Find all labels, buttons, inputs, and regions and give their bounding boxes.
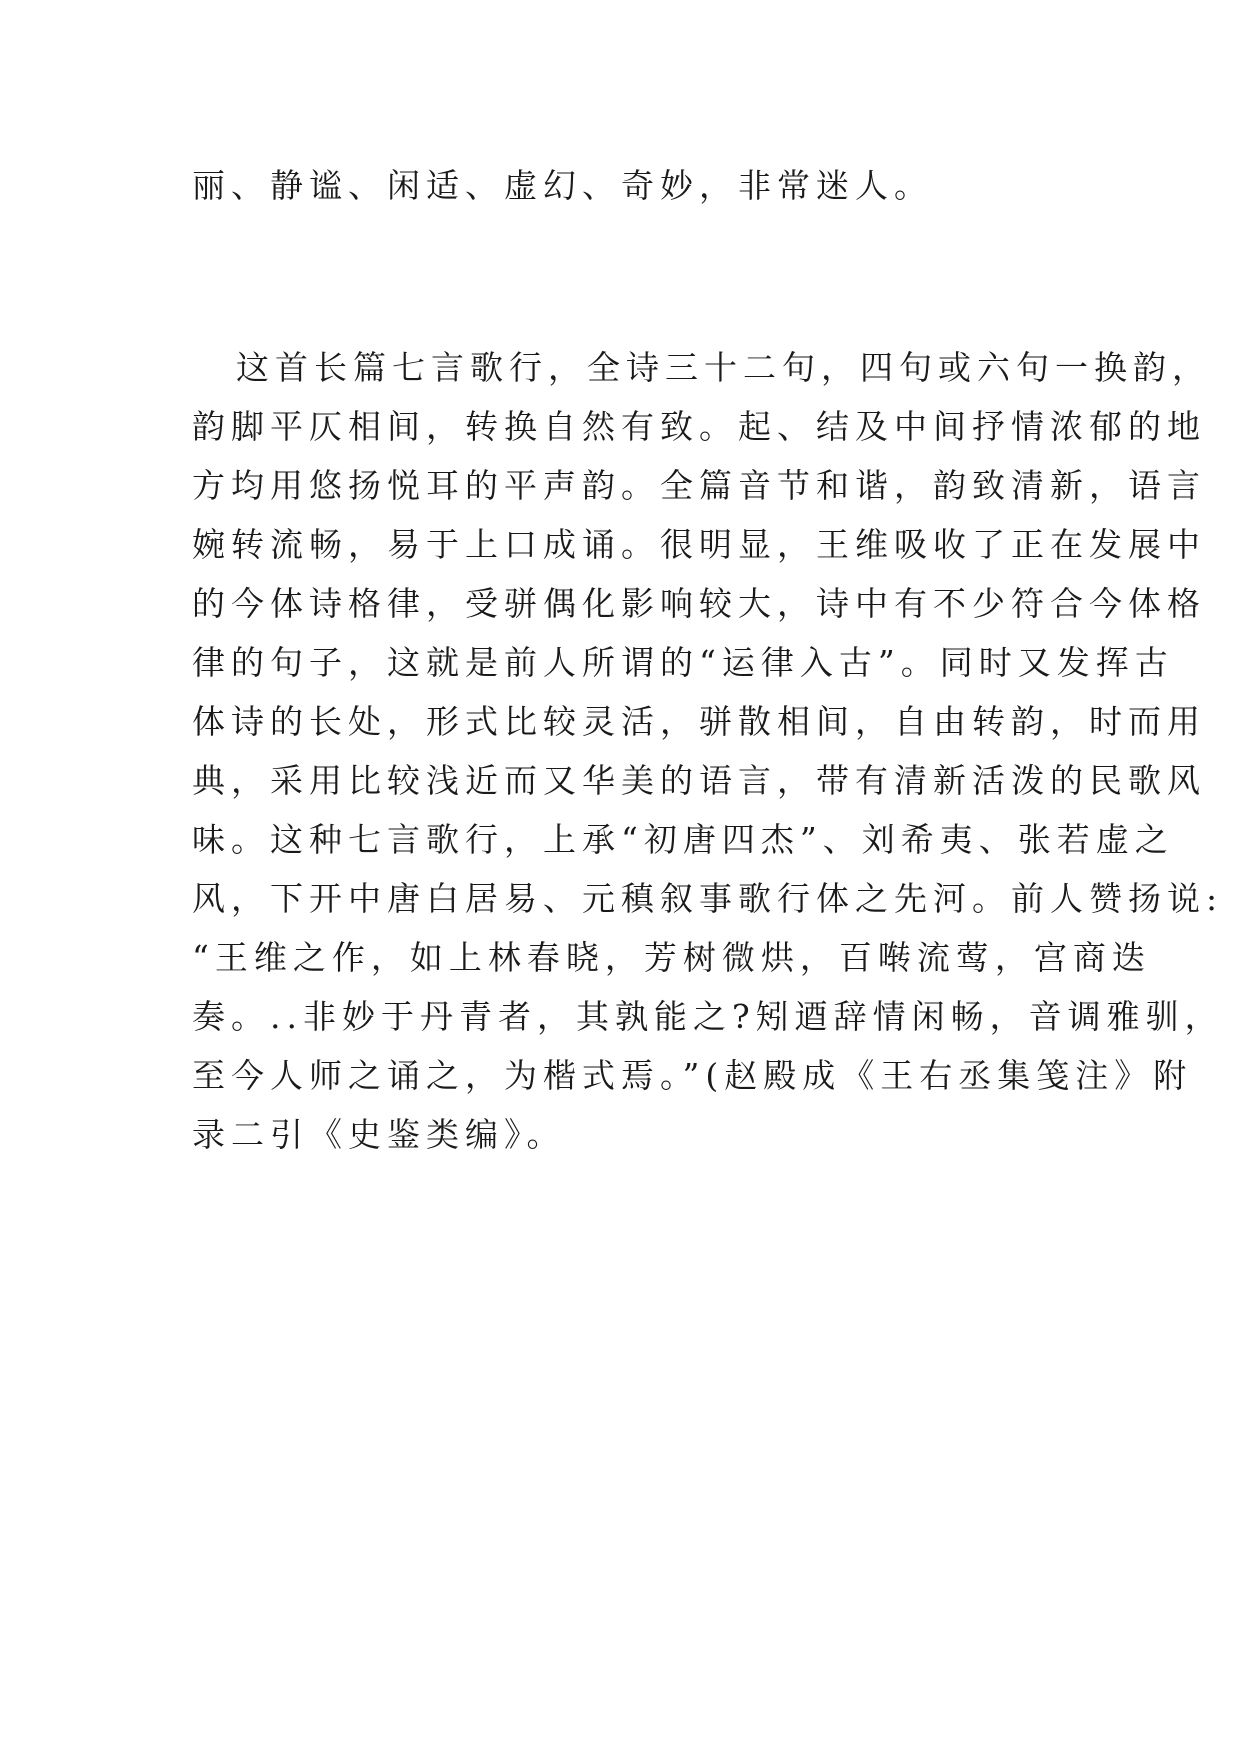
paragraph-2-line-4: 婉转流畅，易于上口成诵。很明显，王维吸收了正在发展中 [192, 525, 1206, 564]
paragraph-2-line-14: 录二引《史鉴类编》。 [192, 1115, 566, 1154]
paragraph-2-line-9: 味。这种七言歌行，上承“初唐四杰”、刘希夷、张若虚之 [192, 820, 1174, 859]
paragraph-2-line-7: 体诗的长处，形式比较灵活，骈散相间，自由转韵，时而用 [192, 702, 1206, 741]
paragraph-2-line-11: “王维之作，如上林春晓，芳树微烘，百啭流莺，宫商迭 [192, 938, 1151, 977]
paragraph-1-line-1: 丽、静谧、闲适、虚幻、奇妙，非常迷人。 [192, 166, 933, 205]
paragraph-2-line-2: 韵脚平仄相间，转换自然有致。起、结及中间抒情浓郁的地 [192, 407, 1206, 446]
paragraph-2-line-13: 至今人师之诵之，为楷式焉。”(赵殿成《王右丞集笺注》附 [192, 1056, 1193, 1095]
paragraph-2-line-8: 典，采用比较浅近而又华美的语言，带有清新活泼的民歌风 [192, 761, 1206, 800]
paragraph-2-line-3: 方均用悠扬悦耳的平声韵。全篇音节和谐，韵致清新，语言 [192, 466, 1206, 505]
paragraph-2-line-10: 风，下开中唐白居易、元稹叙事歌行体之先河。前人赞扬说: [192, 879, 1224, 918]
paragraph-2-line-1: 这首长篇七言歌行，全诗三十二句，四句或六句一换韵， [236, 348, 1211, 387]
paragraph-2-line-6: 律的句子，这就是前人所谓的“运律入古”。同时又发挥古 [192, 643, 1174, 682]
paragraph-2-line-12: 奏。..非妙于丹青者，其孰能之?矧逎辞情闲畅，音调雅驯， [192, 997, 1224, 1036]
paragraph-2-line-5: 的今体诗格律，受骈偶化影响较大，诗中有不少符合今体格 [192, 584, 1206, 623]
